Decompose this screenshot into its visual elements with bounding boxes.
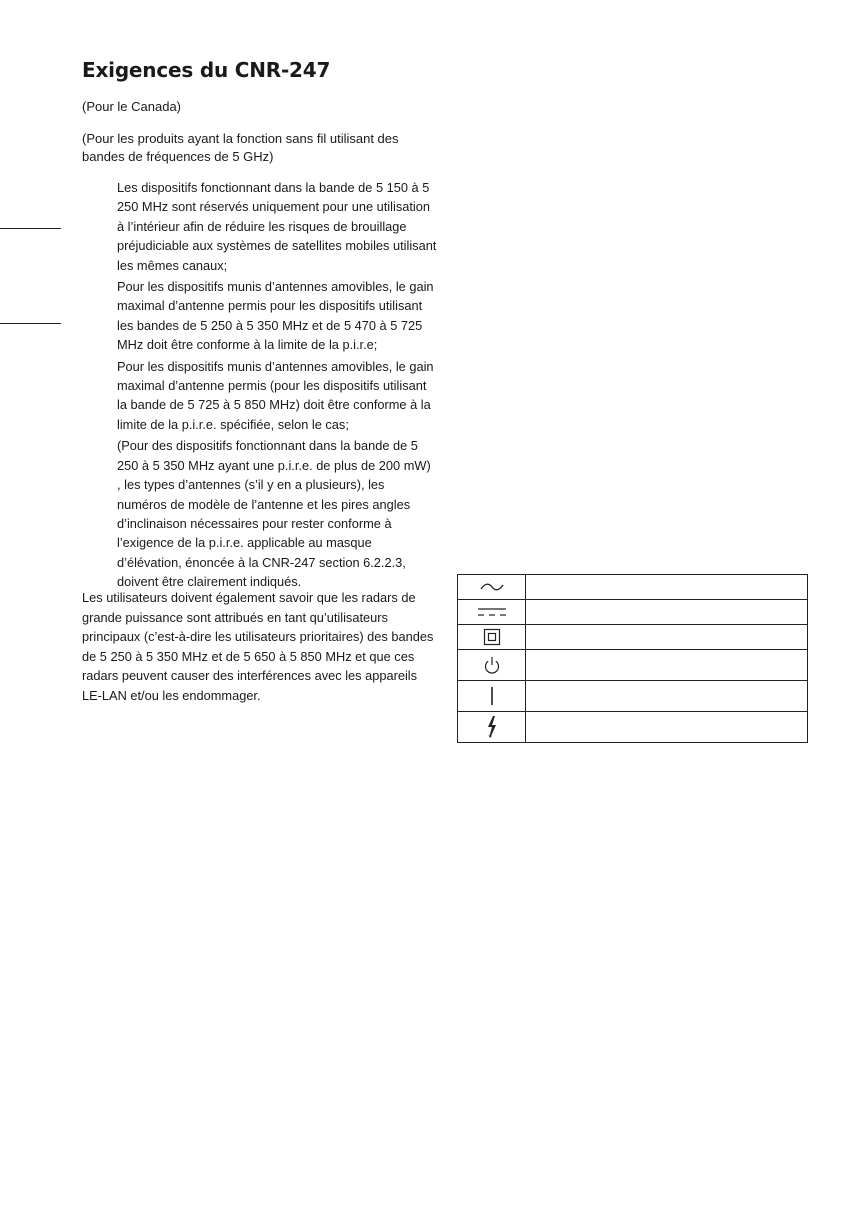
requirement-item: (Pour des dispositifs fonctionnant dans la bande de 5 250 à 5 350 MHz ayant une p.i.r.e. de plus de 200 mW) , les types d’antennes (s’il y en a plusieurs), les numéros de modèle de l’antenne et les pires angles d’inclinaison nécessaires pour rester conforme à l’exigence de la p.i.r.e. applicable au masque d’élévation, énoncée à la CNR-247 section 6.2.2.3, doivent être clairement indiqués. xyxy=(117,438,431,590)
symbol-cell xyxy=(458,575,526,600)
symbol-description xyxy=(526,625,808,650)
symbol-description xyxy=(526,575,808,600)
symbol-cell xyxy=(458,600,526,625)
table-row xyxy=(458,650,808,681)
margin-rule xyxy=(0,323,61,324)
table-row xyxy=(458,712,808,743)
symbol-cell xyxy=(458,625,526,650)
page-title: Exigences du CNR-247 xyxy=(82,58,331,82)
table-row xyxy=(458,681,808,712)
symbol-description xyxy=(526,712,808,743)
requirements-list xyxy=(117,178,437,594)
users-notice: Les utilisateurs doivent également savoir que les radars de grande puissance sont attribués en tant qu’utilisateurs principaux (c’est-à-dire les utilisateurs prioritaires) des bandes de 5 250 à 5 350 MHz et de 5 650 à 5 850 MHz et que ces radars peuvent causer des interférences avec les appareils LE-LAN et/ou les endommager. xyxy=(82,590,434,703)
symbol-table xyxy=(457,574,808,743)
class-ii-equipment-icon xyxy=(483,628,501,646)
table-row xyxy=(458,600,808,625)
symbol-description xyxy=(526,650,808,681)
requirement-item: Les dispositifs fonctionnant dans la bande de 5 150 à 5 250 MHz sont réservés uniquement pour une utilisation à l’intérieur afin de réduire les risques de brouillage préjudiciable aux systèmes de satellites mobiles utilisant les mêmes canaux; xyxy=(117,180,437,273)
table-row xyxy=(458,575,808,600)
standby-icon xyxy=(483,655,501,675)
power-on-icon xyxy=(489,686,495,706)
requirement-item: Pour les dispositifs munis d’antennes amovibles, le gain maximal d’antenne permis pour les dispositifs utilisant les bandes de 5 250 à 5 350 MHz et de 5 470 à 5 725 MHz doit être conforme à la limite de la p.i.r.e; xyxy=(117,279,434,353)
direct-current-icon xyxy=(476,606,508,618)
hazardous-voltage-icon xyxy=(485,715,499,739)
symbol-cell xyxy=(458,650,526,681)
intro-5ghz: (Pour les produits ayant la fonction sans fil utilisant des bandes de fréquences de 5 GHz) xyxy=(82,131,399,164)
requirement-item: Pour les dispositifs munis d’antennes amovibles, le gain maximal d’antenne permis (pour les dispositifs utilisant la bande de 5 725 à 5 850 MHz) doit être conforme à la limite de la p.i.r.e. spécifiée, selon le cas; xyxy=(117,358,434,432)
symbol-cell xyxy=(458,681,526,712)
margin-rule xyxy=(0,228,61,229)
table-row xyxy=(458,625,808,650)
symbol-description xyxy=(526,600,808,625)
symbol-cell xyxy=(458,712,526,743)
symbol-description xyxy=(526,681,808,712)
intro-country: (Pour le Canada) xyxy=(82,99,181,114)
alternating-current-icon xyxy=(479,580,505,594)
